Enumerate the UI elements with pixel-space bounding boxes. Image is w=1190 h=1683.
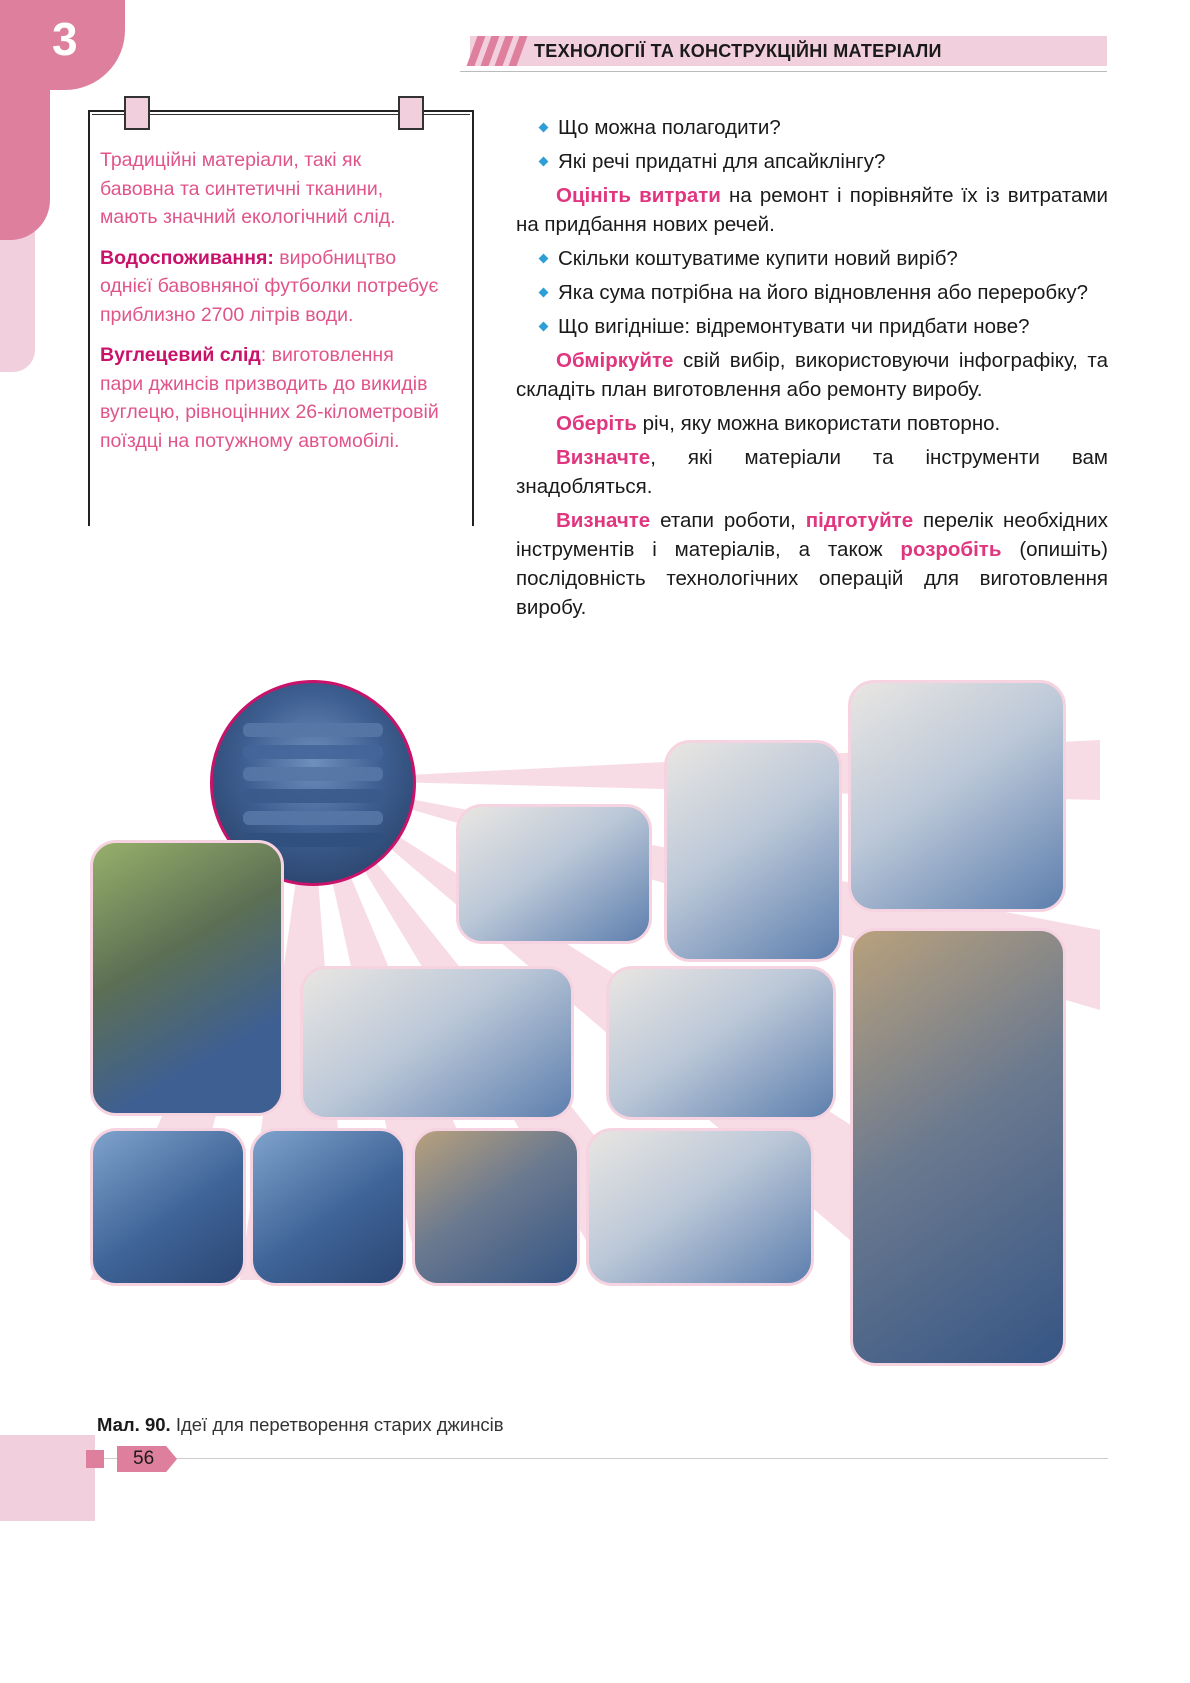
bullet-text: Яка сума потрібна на його відновлення або переробку?	[558, 281, 1089, 304]
note-paragraph-water	[100, 244, 440, 330]
note-clip-right	[398, 96, 424, 130]
caption-text: Ідеї для перетворення старих джинсів	[170, 1414, 504, 1435]
denim-jar-covers-photo	[586, 1128, 814, 1286]
eco-footprint-note	[100, 146, 440, 467]
denim-pouches-photo	[300, 966, 574, 1120]
denim-wall-organizer-photo	[850, 928, 1066, 1366]
header-rule	[460, 71, 1107, 72]
paragraph-materials	[516, 443, 1108, 501]
denim-armchair-photo	[90, 840, 284, 1116]
chapter-number: 3	[52, 13, 78, 65]
bullet-diamond-icon	[539, 123, 549, 133]
paragraph-choose	[516, 409, 1108, 438]
paragraph-text: етапи роботи,	[650, 509, 806, 532]
denim-baskets-photo	[456, 804, 652, 944]
note-paragraph-materials: Традиційні матеріали, такі як бавовна та синтетичні тканини, мають значний екологічний слід.	[100, 149, 396, 228]
footer-square	[86, 1450, 104, 1468]
paragraph-text: на ремонт і порівняйте їх із витратами на придбання нових речей.	[516, 184, 1108, 236]
highlight-term: Оцініть витрати	[556, 184, 721, 207]
caption-label: Мал. 90.	[97, 1414, 171, 1435]
paragraph-text: (опишіть) послідовність технологічних операцій для виготовлення виробу.	[516, 538, 1108, 619]
bullet-text: Які речі придатні для апсайклінгу?	[558, 150, 886, 173]
paragraph-consider	[516, 346, 1108, 404]
bullet-item	[516, 147, 1108, 176]
bullet-text: Що можна полагодити?	[558, 116, 781, 139]
paragraph-text: річ, яку можна використати повторно.	[636, 412, 1001, 435]
denim-pet-bed-photo	[664, 740, 842, 962]
bullet-item	[516, 113, 1108, 142]
bullet-diamond-icon	[539, 254, 549, 264]
bullet-item	[516, 312, 1108, 341]
header-stripes	[466, 36, 536, 66]
note-text-carbon: : виготовлення пари джинсів призводить до викидів вуглецю, рівноцінних 26-кілометровій поїздці на потужному автомобілі.	[100, 344, 439, 452]
bullet-diamond-icon	[539, 288, 549, 298]
jeans-upcycling-figure	[90, 680, 1108, 1360]
page-number: 56	[133, 1448, 155, 1469]
bullet-text: Скільки коштуватиме купити новий виріб?	[558, 247, 958, 270]
paragraph-stages	[516, 506, 1108, 622]
note-label-water: Водоспоживання:	[100, 246, 274, 269]
denim-book-cover-photo	[90, 1128, 246, 1286]
bullet-item	[516, 278, 1108, 307]
paragraph-costs	[516, 181, 1108, 239]
denim-luggage-tag-photo	[606, 966, 836, 1120]
highlight-term: Обміркуйте	[556, 349, 674, 372]
bullet-text: Що вигідніше: відремонтувати чи придбати нове?	[558, 315, 1030, 338]
paragraph-text: , які матеріали та інструменти вам знадобляться.	[516, 446, 1108, 498]
paragraph-text: свій вибір, використовуючи інфографіку, та складіть план виготовлення або ремонту виробу.	[516, 349, 1108, 401]
note-text-water: виробництво однієї бавовняної футболки потребує приблизно 2700 літрів води.	[100, 246, 439, 326]
main-text-column	[516, 113, 1108, 627]
footer-band	[0, 1435, 95, 1521]
bullet-diamond-icon	[539, 322, 549, 332]
highlight-term: Оберіть	[556, 412, 637, 435]
running-header-title: ТЕХНОЛОГІЇ ТА КОНСТРУКЦІЙНІ МАТЕРІАЛИ	[534, 41, 942, 61]
note-clip-left	[124, 96, 150, 130]
highlight-term: розробіть	[900, 538, 1002, 561]
bullet-diamond-icon	[539, 157, 549, 167]
denim-magazine-rack-photo	[848, 680, 1066, 912]
bullet-item	[516, 244, 1108, 273]
denim-cat-toy-photo	[250, 1128, 406, 1286]
highlight-term: Визначте	[556, 446, 651, 469]
denim-fish-decor-photo	[412, 1128, 580, 1286]
highlight-term: Визначте	[556, 509, 651, 532]
figure-caption	[97, 1414, 504, 1436]
note-paragraph-carbon	[100, 341, 440, 455]
highlight-term: підготуйте	[805, 509, 914, 532]
footer-rule	[95, 1458, 1108, 1459]
paragraph-text: перелік необхідних інструментів і матеріалів, а також	[516, 509, 1108, 561]
note-label-carbon: Вуглецевий слід	[100, 344, 261, 366]
